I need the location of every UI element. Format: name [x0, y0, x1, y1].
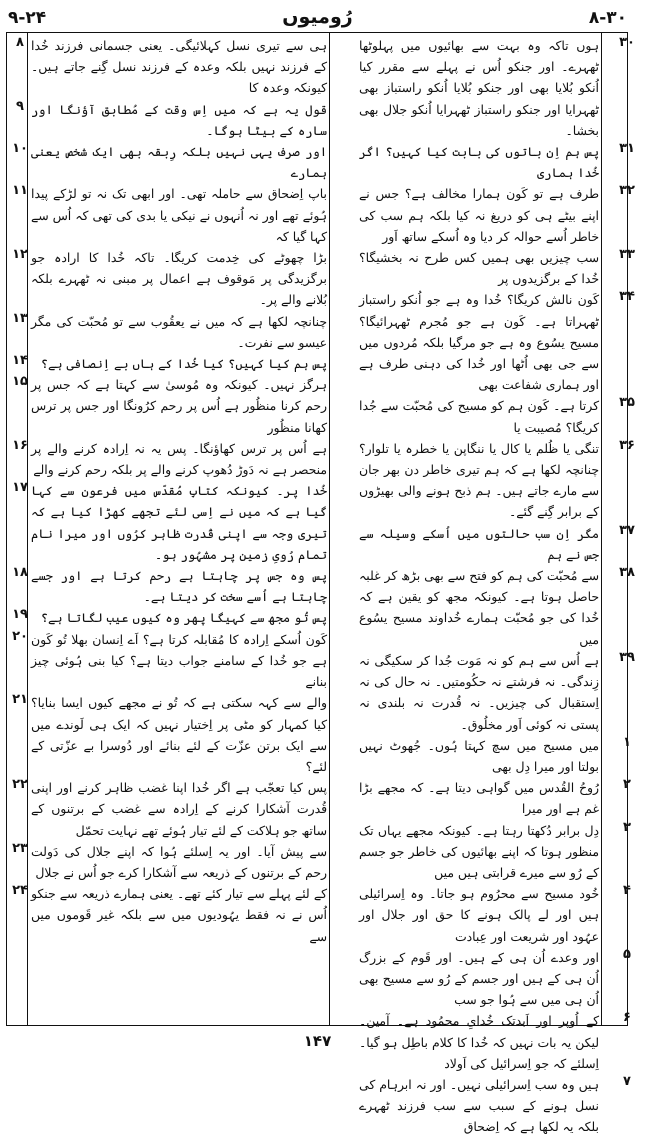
verse — [12, 777, 327, 841]
verse-number: ۲ — [623, 777, 631, 793]
verse — [359, 777, 631, 819]
verse-text: قول یہ ہے کہ میں اِس وقت کے مُطابق آؤنگا اور سارہ کے بیٹا ہوگا۔ — [31, 101, 327, 138]
book-title: رُومیوں — [282, 6, 353, 28]
verse-number: ۱۰ — [12, 141, 28, 157]
verse-text: اور صرف یہی نہیں بلکہ رِبقہ بھی ایک شخص یعنی ہمارے — [31, 144, 327, 181]
verse — [359, 35, 635, 141]
verse-number: ۳۹ — [619, 649, 635, 665]
verse-number: ۱۲ — [12, 247, 28, 263]
page-number: ۱۴۷ — [303, 1032, 332, 1050]
verse — [359, 819, 631, 884]
divider-right-margin — [601, 33, 602, 1025]
verse-number: ۱۱ — [12, 183, 28, 199]
divider-center — [329, 33, 330, 1025]
verse-text: رُوحُ القُدس میں گواہی دیتا ہے۔ کہ مجھے بڑا غم ہے اور میرا — [359, 780, 599, 817]
verse-text: طرف ہے تو کَون ہمارا مخالف ہے؟ جس نے اپنے بیٹے ہی کو دریغ نہ کیا بلکہ ہم سب کی خاطر اُسے حوالہ کر دیا وہ اُسکے ساتھ اَور — [359, 186, 599, 244]
verse-text: ہے اُس پر ترس کھاؤنگا۔ پس یہ نہ اِرادہ کرنے والے پر منحصر ہے نہ دَوڑ دُھوپ کرنے والے پر بلکہ رحم کرنے والے — [31, 440, 327, 478]
verse-number: ۳۲ — [619, 183, 635, 199]
page-header — [0, 6, 635, 32]
verse — [12, 692, 327, 777]
verse-number: ۳ — [623, 819, 631, 835]
verse — [12, 883, 327, 947]
verse — [12, 183, 327, 247]
verse-number: ۲۴ — [12, 883, 28, 899]
verse-text: کَون نالش کریگا؟ خُدا وہ ہے جو اُنکو راستباز ٹھہراتا ہے۔ کَون ہے جو مُجرم ٹھہرائیگا؟ مسیح یسُوع وہ ہے جو مرگیا بلکہ مُردوں میں سے جی بھی اُٹھا اور خُدا کی دہنی طرف ہے اور ہماری شفاعت بھی — [359, 292, 599, 393]
verse-number: ۳۸ — [619, 565, 635, 581]
verse-text: کے اُوپر اور اَبدتک خُدایِ محمُود ہے۔ آمین۔ لیکن یہ بات نہیں کہ خُدا کا کلام باطِل ہو گیا۔ اِسلئے کہ جو اِسرائیل کی اَولاد — [359, 1013, 599, 1071]
verse-text: کرتا ہے۔ کَون ہم کو مسیح کی مُحبّت سے جُدا کریگا؟ مُصیبت یا — [359, 398, 599, 435]
verse — [359, 437, 635, 523]
verse-text: پس تُو مجھ سے کہیگا پھر وہ کیوں عیب لگاتا ہے؟ — [40, 610, 327, 626]
verse-number: ۳۷ — [619, 522, 635, 538]
verse-number: ۳۵ — [619, 395, 635, 411]
verse-number: ۱۶ — [12, 437, 28, 453]
verse-text: کے لئے پہلے سے تیار کئے تھے۔ یعنی ہمارے ذریعہ سے جنکو اُس نے نہ فقط یہُودیوں میں سے بلکہ غیر قَوموں میں سے — [31, 886, 327, 944]
chapter-range-left: ۹-۲۴ — [8, 8, 47, 28]
verse — [12, 840, 327, 883]
verse-number: ۱۵ — [12, 374, 28, 390]
chapter-range-right: ۸-۳۰ — [588, 8, 627, 28]
verse — [16, 35, 327, 99]
verse-text: پس وہ جس پر چاہتا ہے رحم کرتا ہے اور جسے چاہتا ہے اُسے سخت کر دیتا ہے۔ — [31, 568, 327, 605]
verse-number: ۱۹ — [12, 607, 28, 623]
verse — [359, 289, 635, 395]
verse-number: ۱۸ — [12, 565, 28, 581]
verse-number: ۳۰ — [619, 35, 635, 50]
verse-text: اور وعدے اُن ہی کے ہیں۔ اور قَوم کے بزرگ اُن ہی کے ہیں اور جسم کے رُو سے مسیح بھی اُن ہی میں سے ہُوا جو سب — [359, 949, 599, 1008]
verse-number: ۶ — [623, 1010, 631, 1026]
verse-text: کَون اُسکے اِرادہ کا مُقابلہ کرتا ہے؟ اَے اِنسان بھلا تُو کَون ہے جو خُدا کے سامنے جواب دیتا ہے؟ کیا بنی ہُوئی چیز بنانے — [31, 631, 327, 690]
verse — [359, 734, 631, 777]
verse-text: چنانچہ لکھا ہے کہ میں نے یعقُوب سے تو مُحبّت کی مگر عیسو سے نفرت۔ — [31, 313, 327, 350]
verse — [12, 607, 327, 628]
verse-text: تنگی یا ظُلم یا کال یا ننگاپن یا خطرہ یا تلوار؟ چنانچہ لکھا ہے کہ ہم تیری خاطر دن بھر جان سے مارے جاتے ہیں۔ ہم ذبح ہونے والی بھیڑوں کے برابر گِنے گئے۔ — [359, 440, 599, 520]
verse-text: پس کیا تعجّب ہے اگر خُدا اپنا غضب ظاہر کرنے اور اپنی قُدرت آشکارا کرنے کے اِرادہ سے غضب کے برتنوں کے ساتھ جو ہلاکت کے لئے تیار ہُوئے تھے نہایت تحمّل — [31, 780, 327, 838]
verse-text: سے مُحبّت کی ہم کو فتح سے بھی بڑھ کر غلبہ حاصل ہوتا ہے۔ کیونکہ مجھ کو یقین ہے کہ خُدا کی جو مُحبّت ہمارے خُداوند مسیح یسُوع میں — [359, 568, 599, 647]
divider-left-margin — [27, 33, 28, 1025]
verse-text: پس ہم اِن باتوں کی بابت کیا کہیں؟ اگر خُدا ہماری — [359, 144, 599, 181]
verse — [359, 395, 635, 437]
verse-text: ہیں وہ سب اِسرائیلی نہیں۔ اور نہ ابرہام کی نسل ہونے کے سبب سے سب فرزند ٹھہرے بلکہ یہ لکھا ہے کہ اِضحاق — [359, 1076, 599, 1135]
verse — [359, 183, 635, 247]
verse — [12, 353, 327, 374]
verse-text: دِل برابر دُکھتا رہتا ہے۔ کیونکہ مجھے یہاں تک منظور ہوتا کہ اپنے بھائیوں کی خاطر جو جسم کے رُو سے میرے قرابتی ہیں میں — [359, 822, 599, 880]
verse-text: سے پیش آیا۔ اور یہ اِسلئے ہُوا کہ اپنے جلال کی دَولت رحم کے برتنوں کے ذریعہ سے آشکارا کرے جو اُس نے جلال — [31, 843, 327, 880]
verse — [12, 437, 327, 480]
verse-text: پس ہم کیا کہیں؟ کیا خُدا کے ہاں بے اِنصافی ہے؟ — [40, 356, 327, 372]
verse-text: والے سے کہہ سکتی ہے کہ تُو نے مجھے کیوں ایسا بنایا؟ کیا کمہار کو مٹی پر اِختیار نہیں کہ ایک ہی لَوندے میں سے ایک برتن عزّت کے لئے بنائے اور دُوسرا بے عزّتی کے لئے؟ — [31, 695, 327, 774]
verse — [359, 883, 631, 947]
verse — [12, 480, 327, 565]
verse — [12, 374, 327, 438]
verse-number: ۳۴ — [619, 289, 635, 305]
verse-number: ۲۱ — [12, 692, 28, 708]
verse-text: بڑا چھوٹے کی خِدمت کریگا۔ تاکہ خُدا کا ارادہ جو برگزیدگی پر مَوقوف ہے اعمال پر مبنی نہ ٹھہرے بلکہ بُلانے والے پر۔ — [31, 250, 327, 308]
verse-number: ۲۳ — [12, 840, 28, 856]
verse-text: ہرگز نہیں۔ کیونکہ وہ مُوسیٰ سے کہتا ہے کہ جس پر رحم کرنا منظُور ہے اُس پر رحم کرُونگا اور جس پر ترس کھانا منظُور — [31, 377, 327, 435]
verse-number: ۳۶ — [619, 437, 635, 453]
verse-text: سب چیزیں بھی ہمیں کس طرح نہ بخشیگا؟ خُدا کے برگزیدوں پر — [359, 250, 599, 287]
verse — [359, 946, 631, 1011]
right-column — [359, 35, 635, 1135]
verse-number: ۵ — [623, 946, 631, 962]
verse-number: ۴ — [623, 883, 631, 899]
verse-number: ۲۲ — [12, 777, 28, 793]
verse — [12, 565, 327, 607]
verse-number: ۹ — [16, 98, 24, 114]
verse-number: ۳۱ — [619, 141, 635, 157]
verse-number: ۸ — [16, 35, 24, 50]
verse-number: ۱ — [623, 734, 631, 750]
verse — [359, 141, 635, 183]
verse — [359, 565, 635, 650]
verse — [359, 649, 635, 735]
verse — [359, 1073, 631, 1138]
verse — [12, 628, 327, 693]
verse-text: خُدا پر۔ کیونکہ کتابِ مُقدّس میں فرعون سے کہا گیا ہے کہ میں نے اِسی لئے تجھے کھڑا کیا ہے کہ تیری وجہ سے اپنی قُدرت ظاہر کرُوں اور میرا نام تمام رُویِ زمین پر مشہُور ہو۔ — [31, 483, 327, 562]
verse — [359, 247, 635, 289]
verse-text: میں مسیح میں سچ کہتا ہُوں۔ جُھوٹ نہیں بولتا اور میرا دِل بھی — [359, 737, 599, 774]
verse — [12, 247, 327, 311]
verse-number: ۱۷ — [12, 480, 28, 496]
verse-text: ہے اُس سے ہم کو نہ مَوت جُدا کر سکیگی نہ زِندگی۔ نہ فرشتے نہ حکُومتیں۔ نہ حال کی نہ اِستقبال کی چیزیں۔ نہ قُدرت نہ بلندی نہ پستی نہ کوئی اَور مخلُوق۔ — [359, 652, 599, 732]
verse-text: ہوں تاکہ وہ بہت سے بھائیوں میں پہلوٹھا ٹھہرے۔ اور جنکو اُس نے پہلے سے مقرر کیا اُنکو بُلایا بھی اور جنکو بُلایا اُنکو راستباز بھی ٹھہرایا اور جنکو راستباز ٹھہرایا اُنکو جلال بھی بخشا۔ — [359, 38, 599, 138]
verse-number: ۳۳ — [619, 247, 635, 263]
verse-number: ۲۰ — [12, 628, 28, 644]
verse-number: ۱۳ — [12, 310, 28, 326]
verse-number: ۱۴ — [12, 353, 28, 369]
left-column — [12, 35, 327, 1023]
verse — [12, 310, 327, 353]
verse-text: خُود مسیح سے محرُوم ہو جاتا۔ وہ اِسرائیلی ہیں اور لے پالک ہونے کا حق اور جلال اور عہُود اور شریعت اور عِبادت — [359, 886, 599, 944]
verse — [359, 522, 635, 565]
verse-number: ۷ — [623, 1073, 631, 1089]
verse-text: ہی سے تیری نسل کہلائیگی۔ یعنی جسمانی فرزند خُدا کے فرزند نہیں بلکہ وعدہ کے فرزند نسل گِنے جاتے ہیں۔ کیونکہ وعدہ کا — [31, 38, 327, 96]
verse — [16, 98, 327, 141]
verse — [12, 141, 327, 183]
verse-text: مگر اِن سب حالتوں میں اُسکے وسیلہ سے جس نے ہم — [359, 525, 599, 562]
verse-text: باپ اِضحاق سے حاملہ تھی۔ اور ابھی تک نہ تو لڑکے پیدا ہُوئے تھے اور نہ اُنہوں نے نیکی یا بدی کی تھی کہ اُس سے کہا گیا کہ — [31, 186, 327, 244]
